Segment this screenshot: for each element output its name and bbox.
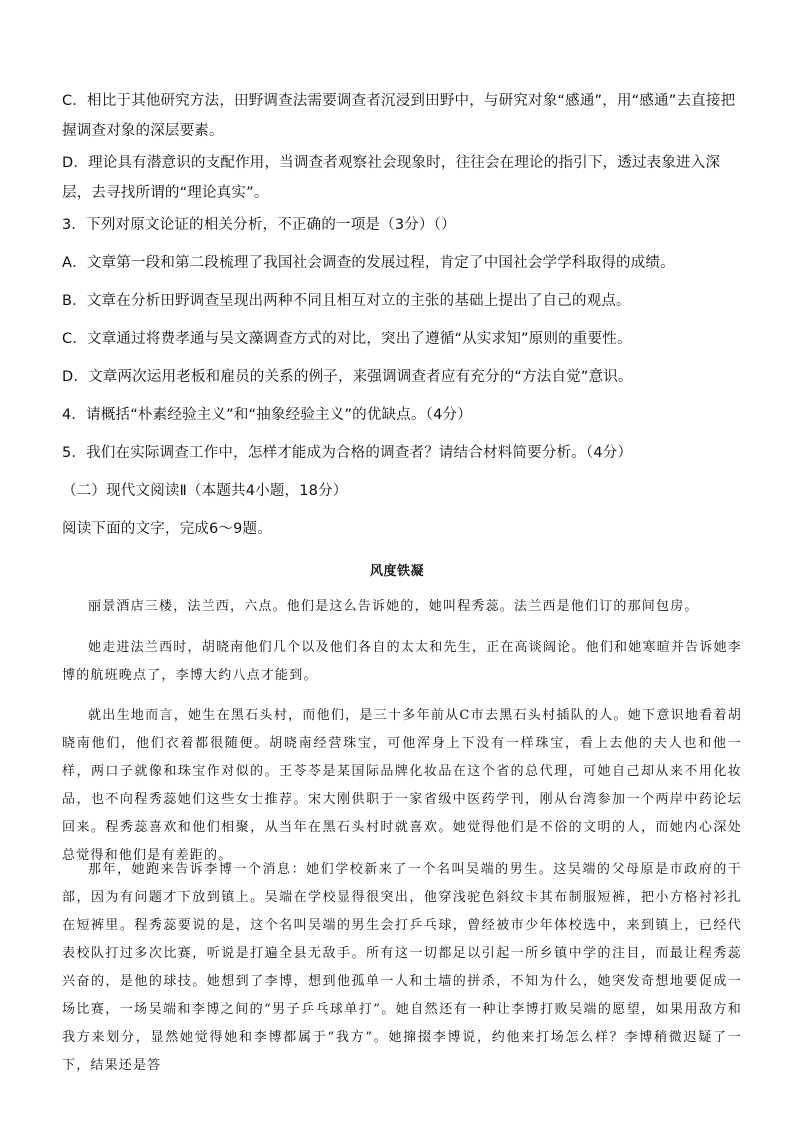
section-heading: （二）现代文阅读Ⅱ（本题共4小题，18分）	[62, 483, 348, 499]
story-paragraph: 就出生地而言，她生在黑石头村，而他们，是三十多年前从C市去黑石头村插队的人。她下意识地看着胡晓南他们，他们衣着都很随便。胡晓南经营珠宝，可他浑身上下没有一样珠宝，看上去他的夫人也和他一样，两口子就像和珠宝作对似的。王苓苓是某国际品牌化妆品在这个省的总代理，可她自己却从来不用化妆品，也不向程秀蕊她们这些女士推荐。宋大刚供职于一家省级中医药学刊，刚从台湾参加一个两岸中药论坛回来。程秀蕊喜欢和他们相聚，从当年在黑石头村时就喜欢。她觉得他们是不俗的文明的人，而她内心深处总觉得和他们是有差距的。	[62, 708, 742, 863]
story-paragraph: 她走进法兰西时，胡晓南他们几个以及他们各自的太太和先生，正在高谈阔论。他们和她寒暄并告诉她李博的航班晚点了，李博大约八点才能到。	[62, 640, 742, 683]
question-4: 4．请概括“朴素经验主义”和“抽象经验主义”的优缺点。（4分）	[62, 407, 472, 423]
question-3-stem: 3．下列对原文论证的相关分析，不正确的一项是（3分）（）	[62, 217, 456, 233]
question-3-option-d: D．文章两次运用老板和雇员的关系的例子，来强调调查者应有充分的“方法自觉”意识。	[62, 369, 633, 385]
question-3-option-b: B．文章在分析田野调查呈现出两种不同且相互对立的主张的基础上提出了自己的观点。	[62, 293, 631, 309]
option-d: D．理论具有潜意识的支配作用，当调查者观察社会现象时，往往会在理论的指引下，透过表象进入深层，去寻找所谓的“理论真实”。	[62, 155, 721, 201]
question-3-option-c: C．文章通过将费孝通与吴文藻调查方式的对比，突出了遵循“从实求知”原则的重要性。	[62, 331, 632, 347]
story-title: 风度铁凝	[369, 564, 424, 579]
question-3-option-a: A．文章第一段和第二段梳理了我国社会调查的发展过程，肯定了中国社会学学科取得的成绩。	[62, 255, 675, 271]
option-c: C．相比于其他研究方法，田野调查法需要调查者沉浸到田野中，与研究对象“感通”，用“感通”去直接把握调查对象的深层要素。	[62, 93, 736, 139]
story-paragraph: 丽景酒店三楼，法兰西，六点。他们是这么告诉她的，她叫程秀蕊。法兰西是他们订的那间包房。	[88, 599, 699, 614]
question-5: 5．我们在实际调查工作中，怎样才能成为合格的调查者？请结合材料简要分析。（4分）	[62, 445, 633, 461]
reading-instruction: 阅读下面的文字，完成6～9题。	[62, 521, 272, 537]
story-paragraph: 那年，她跑来告诉李博一个消息：她们学校新来了一个名叫吴端的男生。这吴端的父母原是市政府的干部，因为有问题才下放到镇上。吴端在学校显得很突出，他穿浅驼色斜纹卡其布制服短裤，把小方格衬衫扎在短裤里。程秀蕊要说的是，这个名叫吴端的男生会打乒乓球，曾经被市少年体校选中，来到镇上，已经代表校队打过多次比赛，听说是打遍全县无敌手。所有这一切都足以引起一所乡镇中学的注目，而最让程秀蕊兴奋的，是他的球技。她想到了李博，想到他孤单一人和土墙的拼杀，不知为什么，她突发奇想地要促成一场比赛，一场吴端和李博之间的“男子乒乓球单打”。她自然还有一种让李博打败吴端的愿望，如果用敌方和我方来划分，显然她觉得她和李博都属于“我方”。她撺掇李博说，约他来打场怎么样？李博稍微迟疑了一下，结果还是答	[62, 862, 742, 1073]
